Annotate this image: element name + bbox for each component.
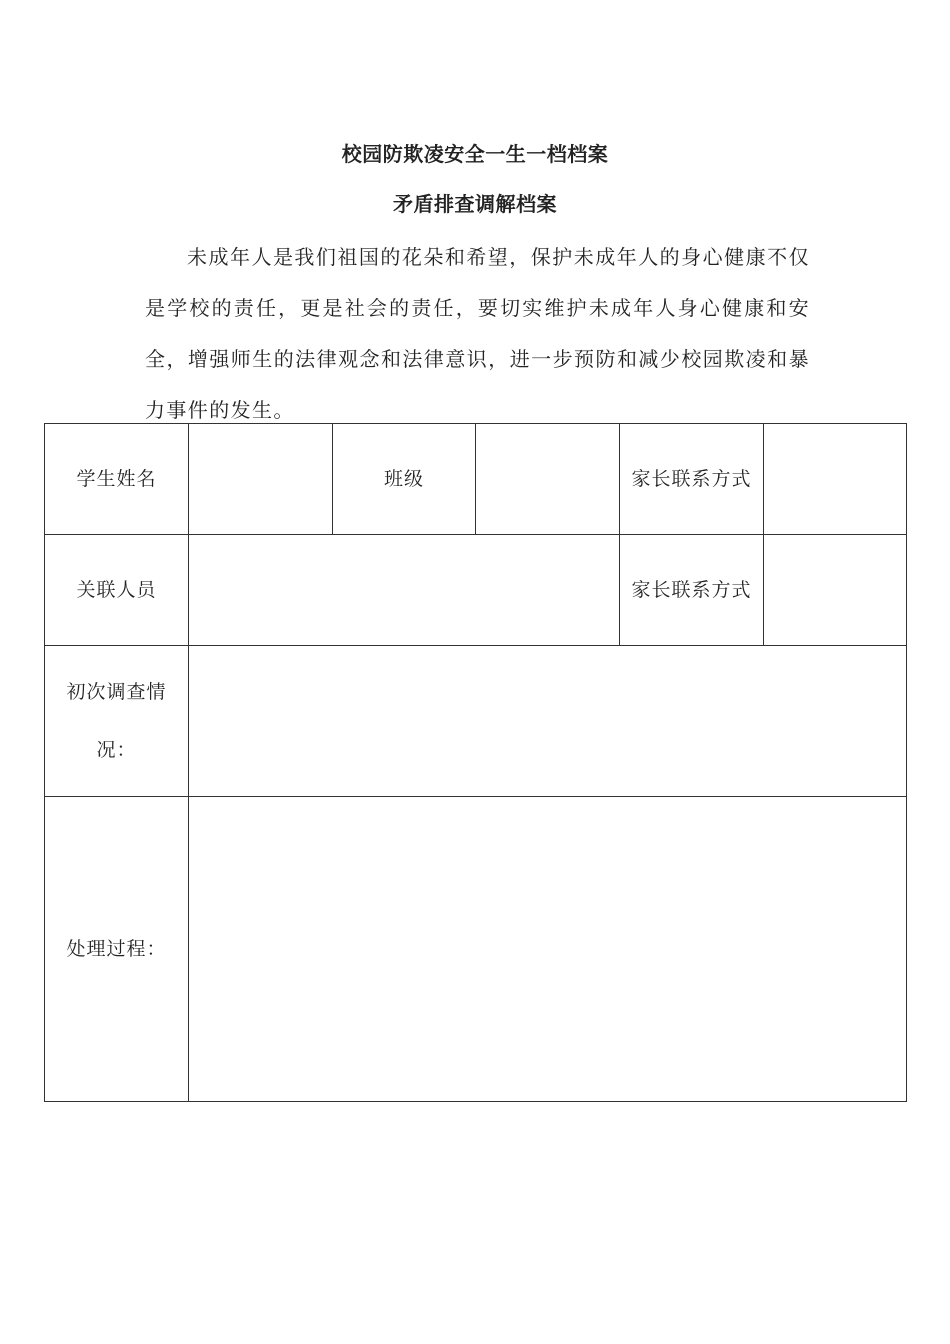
parent-contact-field-2[interactable] bbox=[764, 535, 907, 646]
related-persons-label: 关联人员 bbox=[45, 535, 189, 646]
student-name-field[interactable] bbox=[189, 424, 333, 535]
row-initial-investigation bbox=[45, 646, 907, 797]
document-subtitle: 矛盾排查调解档案 bbox=[393, 192, 557, 216]
initial-investigation-label: 初次调查情况： bbox=[45, 646, 189, 797]
row-handling-process bbox=[45, 797, 907, 1102]
handling-process-field[interactable] bbox=[189, 797, 907, 1102]
class-field[interactable] bbox=[476, 424, 620, 535]
document-title: 校园防欺凌安全一生一档档案 bbox=[341, 142, 609, 166]
archive-form-table bbox=[44, 423, 907, 1102]
intro-paragraph: 未成年人是我们祖国的花朵和希望，保护未成年人的身心健康不仅是学校的责任，更是社会的责任，要切实维护未成年人身心健康和安全，增强师生的法律观念和法律意识，进一步预防和减少校园欺凌和暴力事件的发生。 bbox=[145, 245, 810, 422]
handling-process-label: 处理过程： bbox=[45, 797, 189, 1102]
parent-contact-label: 家长联系方式 bbox=[620, 424, 764, 535]
initial-investigation-field[interactable] bbox=[189, 646, 907, 797]
related-persons-field[interactable] bbox=[189, 535, 620, 646]
parent-contact-label-2: 家长联系方式 bbox=[620, 535, 764, 646]
row-related bbox=[45, 535, 907, 646]
class-label: 班级 bbox=[333, 424, 476, 535]
parent-contact-field[interactable] bbox=[764, 424, 907, 535]
student-name-label: 学生姓名 bbox=[45, 424, 189, 535]
row-student bbox=[45, 424, 907, 535]
